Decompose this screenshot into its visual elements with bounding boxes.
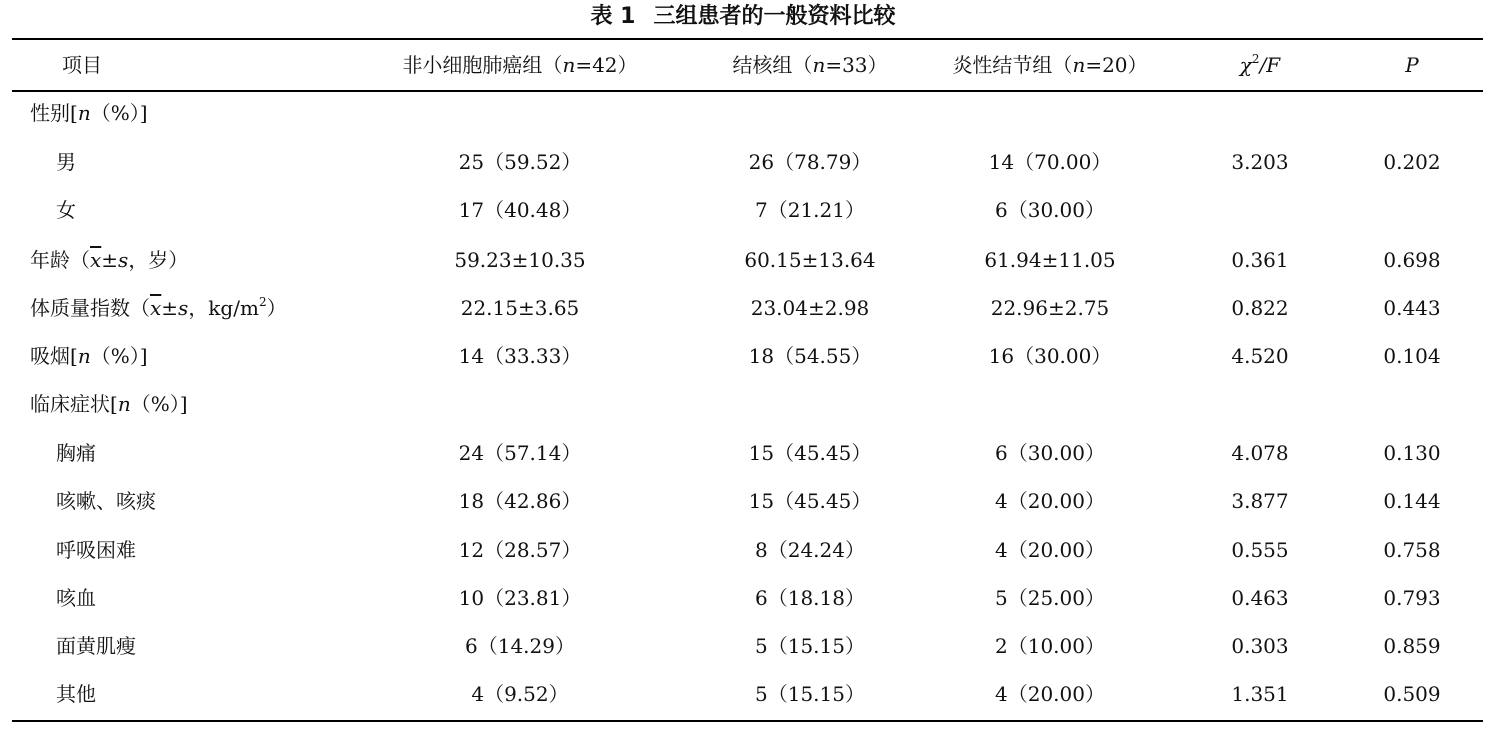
- row-label: 男: [56, 150, 76, 174]
- cell-p-value: 0.104: [1383, 344, 1441, 368]
- cell-statistic: 1.351: [1231, 682, 1289, 706]
- top-rule: [12, 38, 1483, 40]
- header-row: [0, 45, 1486, 85]
- cell-nsclc: 14（33.33）: [458, 344, 582, 368]
- cell-nsclc: 59.23±10.35: [454, 248, 586, 272]
- cell-nsclc: 18（42.86）: [458, 489, 582, 513]
- table-title: 三组患者的一般资料比较: [653, 4, 896, 29]
- cell-nsclc: 25（59.52）: [458, 150, 582, 174]
- cell-tb: 5（15.15）: [755, 634, 865, 658]
- row-label: 其他: [56, 682, 96, 706]
- cell-p-value: 0.202: [1383, 150, 1441, 174]
- table-row: [0, 674, 1486, 714]
- cell-nsclc: 12（28.57）: [458, 538, 582, 562]
- row-label: 呼吸困难: [56, 538, 136, 562]
- row-label: 面黄肌瘦: [56, 634, 136, 658]
- cell-tb: 15（45.45）: [748, 489, 872, 513]
- cell-statistic: 0.361: [1231, 248, 1289, 272]
- cell-p-value: 0.793: [1383, 586, 1441, 610]
- table-row: [0, 384, 1486, 424]
- cell-p-value: 0.443: [1383, 296, 1441, 320]
- row-label: 胸痛: [56, 441, 96, 465]
- row-label: 咳血: [56, 586, 96, 610]
- header-p-value: P: [1405, 53, 1419, 77]
- cell-statistic: 0.555: [1231, 538, 1289, 562]
- cell-statistic: 0.463: [1231, 586, 1289, 610]
- table-row: [0, 190, 1486, 230]
- header-rule: [12, 90, 1483, 92]
- cell-inflammatory: 22.96±2.75: [990, 296, 1110, 320]
- cell-tb: 18（54.55）: [748, 344, 872, 368]
- row-label: 女: [56, 198, 76, 222]
- cell-nsclc: 24（57.14）: [458, 441, 582, 465]
- cell-inflammatory: 16（30.00）: [988, 344, 1112, 368]
- cell-nsclc: 4（9.52）: [471, 682, 569, 706]
- row-label: 体质量指数（$\overline{x}\pm s$，$kg/m^2$）: [30, 295, 287, 320]
- table-row: [0, 530, 1486, 570]
- row-label: 性别[n（%）]: [30, 101, 148, 125]
- row-label: 吸烟[n（%）]: [30, 344, 148, 368]
- cell-inflammatory: 4（20.00）: [995, 489, 1105, 513]
- cell-p-value: 0.859: [1383, 634, 1441, 658]
- cell-nsclc: 10（23.81）: [458, 586, 582, 610]
- cell-inflammatory: 2（10.00）: [995, 634, 1105, 658]
- table-row: [0, 93, 1486, 133]
- cell-statistic: 0.303: [1231, 634, 1289, 658]
- cell-p-value: 0.144: [1383, 489, 1441, 513]
- cell-p-value: 0.509: [1383, 682, 1441, 706]
- table-row: [0, 240, 1486, 280]
- cell-inflammatory: 6（30.00）: [995, 441, 1105, 465]
- table-row: [0, 433, 1486, 473]
- cell-tb: 60.15±13.64: [744, 248, 876, 272]
- cell-inflammatory: 4（20.00）: [995, 538, 1105, 562]
- cell-inflammatory: 6（30.00）: [995, 198, 1105, 222]
- header-statistic: $\chi^2/F$: [1239, 52, 1281, 77]
- header-group-inflammatory: 炎性结节组（n=20）: [952, 53, 1148, 77]
- header-group-nsclc: 非小细胞肺癌组（n=42）: [402, 53, 638, 77]
- cell-tb: 7（21.21）: [755, 198, 865, 222]
- cell-inflammatory: 14（70.00）: [988, 150, 1112, 174]
- cell-p-value: 0.758: [1383, 538, 1441, 562]
- cell-tb: 5（15.15）: [755, 682, 865, 706]
- row-label: 临床症状[n（%）]: [30, 392, 188, 416]
- row-label: 年龄（$\overline{x}\pm s$，岁）: [30, 248, 189, 272]
- cell-p-value: 0.130: [1383, 441, 1441, 465]
- cell-inflammatory: 61.94±11.05: [984, 248, 1116, 272]
- cell-statistic: 0.822: [1231, 296, 1289, 320]
- cell-inflammatory: 5（25.00）: [995, 586, 1105, 610]
- header-group-tb: 结核组（n=33）: [732, 53, 888, 77]
- cell-nsclc: 22.15±3.65: [460, 296, 580, 320]
- cell-nsclc: 6（14.29）: [465, 634, 575, 658]
- table-row: [0, 578, 1486, 618]
- cell-tb: 6（18.18）: [755, 586, 865, 610]
- cell-tb: 8（24.24）: [755, 538, 865, 562]
- bottom-rule: [12, 720, 1483, 722]
- cell-statistic: 4.520: [1231, 344, 1289, 368]
- row-label: 咳嗽、咳痰: [56, 489, 156, 513]
- cell-p-value: 0.698: [1383, 248, 1441, 272]
- table-caption: [0, 2, 1486, 32]
- table-row: [0, 626, 1486, 666]
- table-number: 表 1: [590, 4, 636, 29]
- table-row: [0, 142, 1486, 182]
- cell-statistic: 3.877: [1231, 489, 1289, 513]
- cell-nsclc: 17（40.48）: [458, 198, 582, 222]
- table-row: [0, 288, 1486, 328]
- cell-tb: 15（45.45）: [748, 441, 872, 465]
- cell-statistic: 4.078: [1231, 441, 1289, 465]
- cell-statistic: 3.203: [1231, 150, 1289, 174]
- cell-tb: 26（78.79）: [748, 150, 872, 174]
- cell-tb: 23.04±2.98: [750, 296, 870, 320]
- table-row: [0, 481, 1486, 521]
- table-row: [0, 336, 1486, 376]
- header-item: 项目: [62, 53, 102, 77]
- cell-inflammatory: 4（20.00）: [995, 682, 1105, 706]
